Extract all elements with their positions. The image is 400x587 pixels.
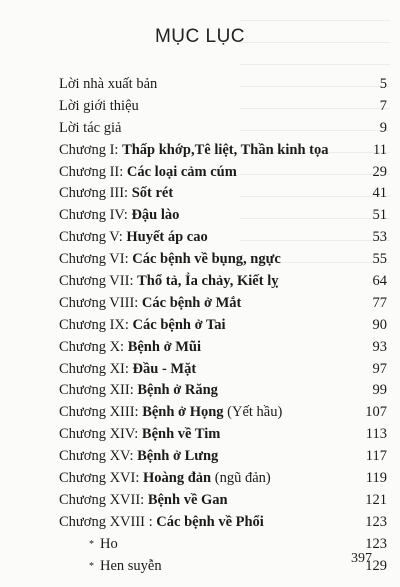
toc-subject: Sốt rét	[131, 185, 174, 202]
toc-entry	[59, 162, 387, 184]
toc-page-number: 117	[365, 448, 387, 465]
toc-entry	[59, 315, 387, 337]
toc-entry-label	[59, 490, 228, 512]
toc-subject: Các bệnh ở Tai	[132, 316, 226, 333]
toc-entry	[59, 118, 387, 140]
toc-entry-label	[59, 402, 282, 424]
toc-subject: Bệnh ở Mũi	[127, 338, 201, 355]
toc-entry-label	[59, 446, 218, 468]
toc-chapter: Chương XIV:	[59, 426, 142, 443]
toc-entry-label	[59, 162, 237, 184]
toc-subject: Các bệnh về Phổi	[156, 513, 264, 530]
toc-chapter: Chương VII:	[59, 273, 138, 290]
toc-entry-label	[59, 183, 173, 205]
toc-page-number: 123	[365, 535, 387, 552]
toc-chapter: Chương IV:	[59, 207, 132, 224]
toc-entry	[59, 490, 387, 512]
toc-entry	[59, 446, 387, 468]
toc-subject: Các bệnh ở Mắt	[141, 294, 242, 311]
toc-chapter: Chương V:	[59, 229, 127, 246]
toc-chapter: Chương I:	[59, 141, 123, 158]
toc-entry	[59, 512, 387, 534]
toc-chapter: Chương XVII:	[59, 491, 148, 508]
toc-page-number: 123	[365, 513, 387, 530]
toc-entry-label	[59, 468, 271, 490]
toc-chapter: Chương XV:	[59, 448, 138, 465]
toc-page-number: 121	[365, 491, 387, 508]
toc-subentry	[59, 534, 387, 556]
toc-subject: Bệnh ở Lưng	[137, 448, 219, 465]
toc-chapter: Chương VIII:	[59, 294, 142, 311]
toc-page-number: 90	[372, 316, 387, 333]
toc-entry	[59, 293, 387, 315]
toc-chapter: Chương VI:	[59, 251, 133, 268]
toc-entry-label	[59, 293, 241, 315]
toc-subject: Các bệnh về bụng, ngực	[132, 251, 281, 268]
toc-chapter: Chương XVIII :	[59, 513, 157, 530]
toc-chapter: Ho	[100, 535, 118, 552]
toc-entry	[59, 337, 387, 359]
toc-entry-label	[59, 337, 201, 359]
toc-subject: Bệnh ở Răng	[137, 382, 218, 399]
toc-page-number: 119	[365, 470, 387, 487]
toc-page-number: 29	[372, 163, 387, 180]
toc-entry	[59, 271, 387, 293]
toc-entry-label	[89, 534, 118, 556]
toc-chapter: Hen suyễn	[100, 557, 162, 574]
toc-entry	[59, 402, 387, 424]
toc-entry-label	[59, 380, 218, 402]
toc-entry-label	[59, 96, 139, 118]
toc-chapter: Chương II:	[59, 163, 127, 180]
toc-chapter: Chương X:	[59, 338, 128, 355]
toc-entry-label	[59, 118, 121, 140]
toc-entry	[59, 424, 387, 446]
page-title: MỤC LỤC	[154, 26, 246, 47]
toc-subject: Hoàng đản	[143, 470, 212, 487]
toc-entry-label	[59, 227, 208, 249]
toc-chapter: Chương XIII:	[59, 404, 143, 421]
toc-page-number: 97	[372, 360, 387, 377]
toc-page-number: 99	[372, 382, 387, 399]
toc-entry	[59, 249, 387, 271]
table-of-contents	[59, 74, 387, 577]
toc-entry	[59, 227, 387, 249]
toc-subject: Thấp khớp,Tê liệt, Thần kinh tọa	[122, 141, 329, 158]
toc-subject: Đầu - Mặt	[132, 360, 197, 377]
toc-page-number: 64	[372, 273, 387, 290]
toc-entry	[59, 468, 387, 490]
toc-entry-label	[59, 140, 328, 162]
toc-subject: Huyết áp cao	[126, 229, 208, 246]
toc-entry	[59, 183, 387, 205]
toc-page-number: 129	[365, 557, 387, 574]
bullet-icon: *	[89, 560, 94, 572]
toc-entry-label	[59, 315, 226, 337]
toc-subject: Bệnh về Gan	[147, 491, 228, 508]
toc-page-number: 11	[373, 141, 387, 158]
toc-subject: Bệnh về Tim	[141, 426, 221, 443]
toc-chapter: Lời nhà xuất bản	[59, 76, 158, 92]
toc-chapter: Chương XI:	[59, 360, 133, 377]
toc-page-number: 9	[379, 119, 387, 136]
toc-entry	[59, 380, 387, 402]
toc-subject: Bệnh ở Họng	[142, 404, 224, 421]
toc-subject: Thổ tả, Ỉa chảy, Kiết lỵ	[137, 273, 279, 290]
toc-entry-label	[59, 205, 179, 227]
toc-page-number: 53	[372, 229, 387, 246]
toc-chapter: Chương XII:	[59, 382, 138, 399]
toc-chapter: Lời giới thiệu	[59, 97, 139, 114]
toc-page-number: 107	[365, 404, 387, 421]
toc-page-number: 5	[379, 76, 387, 92]
toc-page-number: 7	[379, 97, 387, 114]
toc-note: (Yết hầu)	[223, 404, 283, 421]
toc-note: (ngũ đản)	[211, 470, 271, 487]
toc-entry-label	[59, 74, 157, 96]
toc-page-number: 77	[372, 294, 387, 311]
toc-entry-label	[59, 359, 196, 381]
page-number: 397	[351, 551, 372, 566]
toc-chapter: Chương III:	[59, 185, 132, 202]
toc-page-number: 113	[365, 426, 387, 443]
toc-page-number: 93	[372, 338, 387, 355]
toc-entry	[59, 205, 387, 227]
toc-entry-label	[59, 424, 220, 446]
toc-chapter: Chương IX:	[59, 316, 133, 333]
toc-entry	[59, 74, 387, 96]
toc-page-number: 55	[372, 251, 387, 268]
toc-entry-label	[59, 249, 281, 271]
toc-page-number: 51	[372, 207, 387, 224]
toc-entry-label	[59, 271, 278, 293]
toc-chapter: Lời tác giả	[59, 119, 122, 136]
toc-subentry	[59, 556, 387, 578]
toc-entry-label	[59, 512, 264, 534]
toc-entry	[59, 96, 387, 118]
toc-chapter: Chương XVI:	[59, 470, 143, 487]
toc-entry-label	[89, 556, 162, 578]
toc-subject: Các loại cảm cúm	[126, 163, 237, 180]
toc-entry	[59, 140, 387, 162]
toc-entry	[59, 359, 387, 381]
toc-subject: Đậu lào	[131, 207, 180, 224]
toc-page-number: 41	[372, 185, 387, 202]
bullet-icon: *	[89, 538, 94, 550]
